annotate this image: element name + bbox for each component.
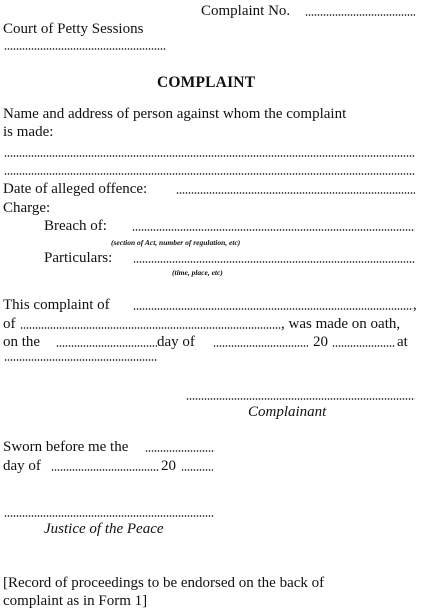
- breach-label: Breach of:: [44, 218, 107, 234]
- offence-date-field[interactable]: [176, 192, 415, 194]
- respondent-label-line1: Name and address of person against whom the complaint: [3, 106, 347, 122]
- justice-label: Justice of the Peace: [44, 521, 164, 537]
- respondent-field-line1[interactable]: [4, 155, 415, 157]
- of-label: of: [3, 316, 16, 332]
- sworn-year-field[interactable]: [181, 469, 213, 471]
- oath-day-field[interactable]: [56, 345, 157, 347]
- year-prefix: 20: [313, 334, 328, 350]
- at-label: at: [397, 334, 408, 350]
- complainant-label: Complainant: [248, 404, 327, 420]
- footer-line2: complaint as in Form 1]: [3, 593, 148, 609]
- court-label: Court of Petty Sessions: [3, 21, 144, 37]
- complainant-address-field[interactable]: [20, 327, 281, 329]
- court-field[interactable]: [4, 48, 166, 50]
- sworn-day-field[interactable]: [145, 450, 215, 452]
- particulars-label: Particulars:: [44, 250, 113, 266]
- footer-line1: [Record of proceedings to be endorsed on the back of: [3, 575, 325, 591]
- respondent-field-line2[interactable]: [4, 173, 415, 175]
- offence-date-label: Date of alleged offence:: [3, 181, 148, 197]
- respondent-label-line2: is made:: [3, 124, 54, 140]
- particulars-field[interactable]: [133, 261, 415, 263]
- charge-label: Charge:: [3, 200, 51, 216]
- complaint-no-field[interactable]: [305, 14, 415, 16]
- justice-signature-field[interactable]: [4, 515, 214, 517]
- breach-hint: (section of Act, number of regulation, etc): [111, 238, 241, 247]
- this-complaint-of-label: This complaint of: [3, 297, 110, 313]
- sworn-day-of-label: day of: [3, 458, 41, 474]
- sworn-year-prefix: 20: [161, 458, 176, 474]
- complaint-no-label: Complaint No.: [201, 3, 291, 19]
- oath-month-field[interactable]: [213, 345, 308, 347]
- made-on-oath-label: , was made on oath,: [281, 316, 401, 332]
- sworn-month-field[interactable]: [51, 469, 159, 471]
- particulars-hint: (time, place, etc): [172, 268, 223, 277]
- complainant-signature-field[interactable]: [186, 398, 415, 400]
- day-of-label: day of: [157, 334, 195, 350]
- comma: ,: [413, 297, 417, 313]
- complainant-name-field[interactable]: [133, 308, 413, 310]
- oath-place-field[interactable]: [4, 359, 158, 361]
- on-the-label: on the: [3, 334, 41, 350]
- page-title: COMPLAINT: [157, 74, 256, 91]
- breach-field[interactable]: [132, 229, 415, 231]
- oath-year-field[interactable]: [332, 345, 395, 347]
- sworn-label: Sworn before me the: [3, 439, 129, 455]
